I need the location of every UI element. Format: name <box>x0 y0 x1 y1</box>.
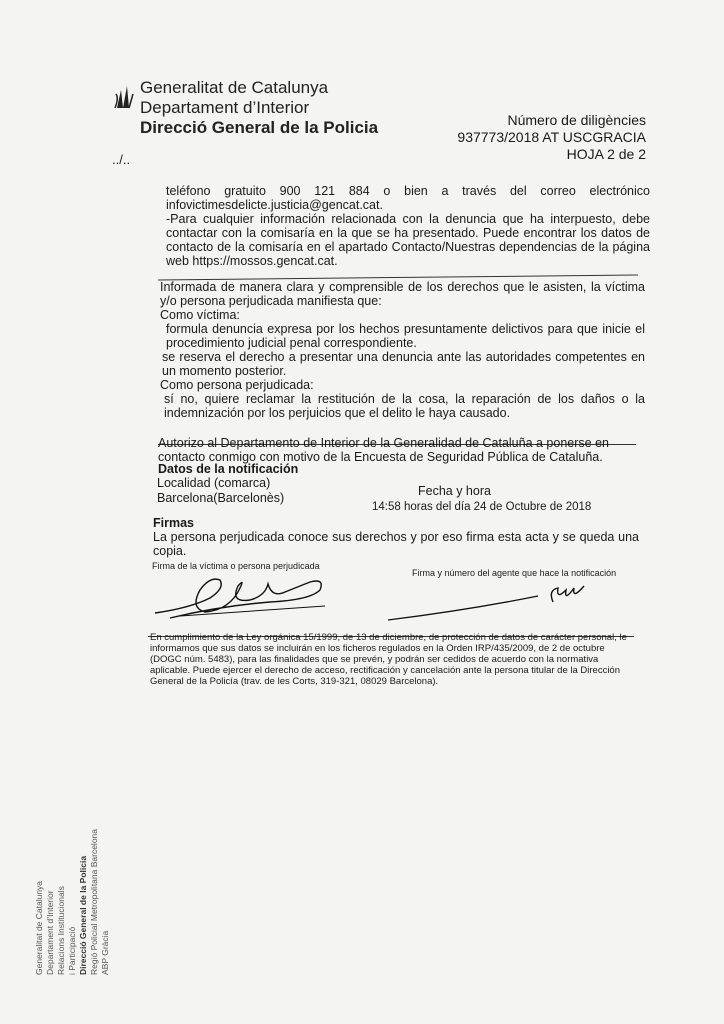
authorization-paragraph: Autorizo al Departamento de Interior de la Generalidad de Cataluña a ponerse en contacto conmigo con motivo de la Encuesta de Seguridad Pública de Cataluña. <box>158 436 609 464</box>
victim-signature-label: Firma de la víctima o persona perjudicada <box>152 561 320 571</box>
locality-value: Barcelona(Barcelonès) <box>157 491 285 505</box>
datetime-label: Fecha y hora <box>418 484 491 498</box>
victim-heading: Como víctima: <box>160 308 240 322</box>
informed-paragraph: Informada de manera clara y comprensible de los derechos que le asisten, la víctima y/o persona perjudicada manifiesta que: <box>160 280 645 308</box>
victim-option-2: se reserva el derecho a presentar una denuncia ante las autoridades competentes en un momento posterior. <box>162 350 645 378</box>
agent-signature-icon <box>388 582 588 622</box>
signatures-statement: La persona perjudicada conoce sus derechos y por eso firma esta acta y se queda una copia. <box>153 530 639 558</box>
datetime-value: 14:58 horas del día 24 de Octubre de 2018 <box>372 501 592 513</box>
injured-option: sí no, quiere reclamar la restitución de la cosa, la reparación de los daños o la indemnización por los perjuicios que el delito le haya causado. <box>164 392 645 420</box>
directorate-name: Direcció General de la Policia <box>140 118 379 137</box>
agent-signature-label: Firma y número del agente que hace la notificación <box>412 568 617 578</box>
phone-contact-line: teléfono gratuito 900 121 884 o bien a través del correo electrónico infovictimesdelicte.justicia@gencat.cat. <box>166 184 650 212</box>
diligencies-label: Número de diligències <box>507 112 646 128</box>
continuation-mark: ../.. <box>112 152 131 167</box>
signatures-heading: Firmas <box>153 516 194 530</box>
injured-heading: Como persona perjudicada: <box>160 378 314 392</box>
side-stamp: Generalitat de Catalunya Departament d’Interior Relacions Institucionals i Participació Direcció General de la Policia Regió Policial Metropolitana Barcelona ABP Gràcia <box>34 829 110 975</box>
organization-block <box>140 78 378 138</box>
department-name: Departament d’Interior <box>140 98 310 117</box>
info-paragraph: -Para cualquier información relacionada con la denuncia que ha interpuesto, debe contactar con la comisaría en la que se ha presentado. Puede encontrar los datos de contacto de la comisaría en el apartado Contacto/Nuestras dependencias de la página web https://mossos.gencat.cat. <box>166 212 650 268</box>
generalitat-logo-icon <box>113 84 135 110</box>
email-address: infovictimesdelicte.justicia@gencat.cat. <box>166 198 383 212</box>
rights-section <box>160 280 645 420</box>
reference-block <box>457 112 646 163</box>
diligencies-number: 937773/2018 AT USCGRACIA <box>457 129 646 145</box>
victim-signature-icon <box>150 568 330 623</box>
victim-option-1: formula denuncia expresa por los hechos presuntamente delictivos para que inicie el procedimiento judicial penal correspondiente. <box>166 322 645 350</box>
data-protection-notice: En cumplimiento de la Ley orgánica 15/1999, de 13 de diciembre, de protección de datos de carácter personal, le informamos que sus datos se incluirán en los ficheros regulados en la Orden IRP/435/2009, de 2 de octubre (DOGC núm. 5483), para las finalidades que se prevén, y podrán ser cedidos de acuerdo con la normativa aplicable. Puede ejercer el derecho de acceso, rectificación y cancelación ante la persona titular de la Dirección General de la Policía (trav. de les Corts, 319-321, 08029 Barcelona). <box>150 632 627 687</box>
locality-label: Localidad (comarca) <box>157 476 271 490</box>
org-name: Generalitat de Catalunya <box>140 78 329 97</box>
page-number: HOJA 2 de 2 <box>566 146 646 162</box>
notification-heading: Datos de la notificación <box>158 462 299 476</box>
